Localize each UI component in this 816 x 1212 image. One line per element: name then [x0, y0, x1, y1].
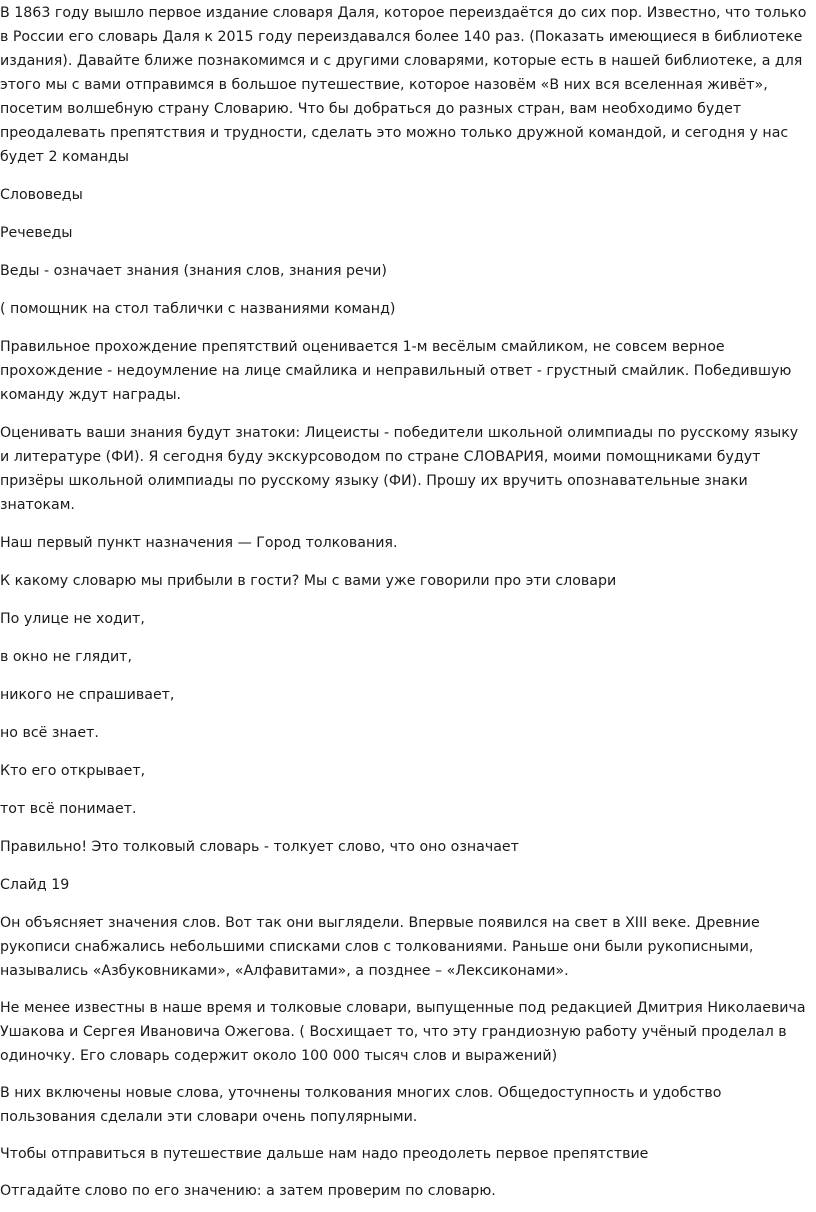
riddle-line-4: но всё знает. [0, 725, 99, 741]
paragraph-scoring: Правильное прохождение препятствий оценивается 1-м весёлым смайликом, не совсем верное прохождение - недоумление на лице смайлика и неправильный ответ - грустный смайлик. Победившую команду ждут награды. [0, 339, 792, 403]
paragraph-guess-word: Отгадайте слово по его значению: а затем проверим по словарю. [0, 1183, 496, 1199]
paragraph-first-obstacle: Чтобы отправиться в путешествие дальше нам надо преодолеть первое препятствие [0, 1146, 649, 1162]
slide-number: Слайд 19 [0, 877, 70, 893]
riddle-line-2: в окно не глядит, [0, 649, 132, 665]
paragraph-popularity: В них включены новые слова, уточнены толкования многих слов. Общедоступность и удобство пользования сделали эти словари очень популярными. [0, 1085, 722, 1125]
paragraph-ushakov-ozhegov: Не менее известны в наше время и толковые словари, выпущенные под редакцией Дмитрия Николаевича Ушакова и Сергея Ивановича Ожегова. ( Восхищает то, что эту грандиозную работу учёный проделал в одиночку. Его словарь содержит около 100 000 тысяч слов и выражений) [0, 1000, 806, 1064]
paragraph-judges: Оценивать ваши знания будут знатоки: Лицеисты - победители школьной олимпиады по русскому языку и литературе (ФИ). Я сегодня буду экскурсоводом по стране СЛОВАРИЯ, моими помощниками будут призёры школьной олимпиады по русскому языку (ФИ). Прошу их вручить опознавательные знаки знатокам. [0, 425, 799, 513]
paragraph-question: К какому словарю мы прибыли в гости? Мы с вами уже говорили про эти словари [0, 573, 617, 589]
paragraph-vedy-meaning: Веды - означает знания (знания слов, знания речи) [0, 263, 387, 279]
team-name-rechevedy: Речеведы [0, 225, 73, 241]
riddle-line-3: никого не спрашивает, [0, 687, 175, 703]
paragraph-answer: Правильно! Это толковый словарь - толкует слово, что оно означает [0, 839, 519, 855]
paragraph-first-destination: Наш первый пункт назначения — Город толкования. [0, 535, 398, 551]
paragraph-dal-dictionary: В 1863 году вышло первое издание словаря Даля, которое переиздаётся до сих пор. Известно, что только в России его словарь Даля к 2015 году переиздавался более 140 раз. (Показать имеющиеся в библиотеке издания). Давайте ближе познакомимся и с другими словарями, которые есть в нашей библиотеке, а для этого мы с вами отправимся в большое путешествие, которое назовём «В них вся вселенная живёт», посетим волшебную страну Словарию. Что бы добраться до разных стран, вам необходимо будет преодалевать препятствия и трудности, сделать это можно только дружной командой, и сегодня у нас будет 2 команды [0, 5, 807, 165]
riddle-line-1: По улице не ходит, [0, 611, 145, 627]
riddle-line-5: Кто его открывает, [0, 763, 146, 779]
paragraph-history: Он объясняет значения слов. Вот так они выглядели. Впервые появился на свет в XIII веке. Древние рукописи снабжались небольшими списками слов с толкованиями. Раньше они были рукописными, назывались «Азбуковниками», «Алфавитами», а позднее – «Лексиконами». [0, 915, 760, 979]
team-name-slovovedy: Слововеды [0, 187, 83, 203]
paragraph-helper-note: ( помощник на стол таблички с названиями команд) [0, 301, 396, 317]
riddle-line-6: тот всё понимает. [0, 801, 137, 817]
